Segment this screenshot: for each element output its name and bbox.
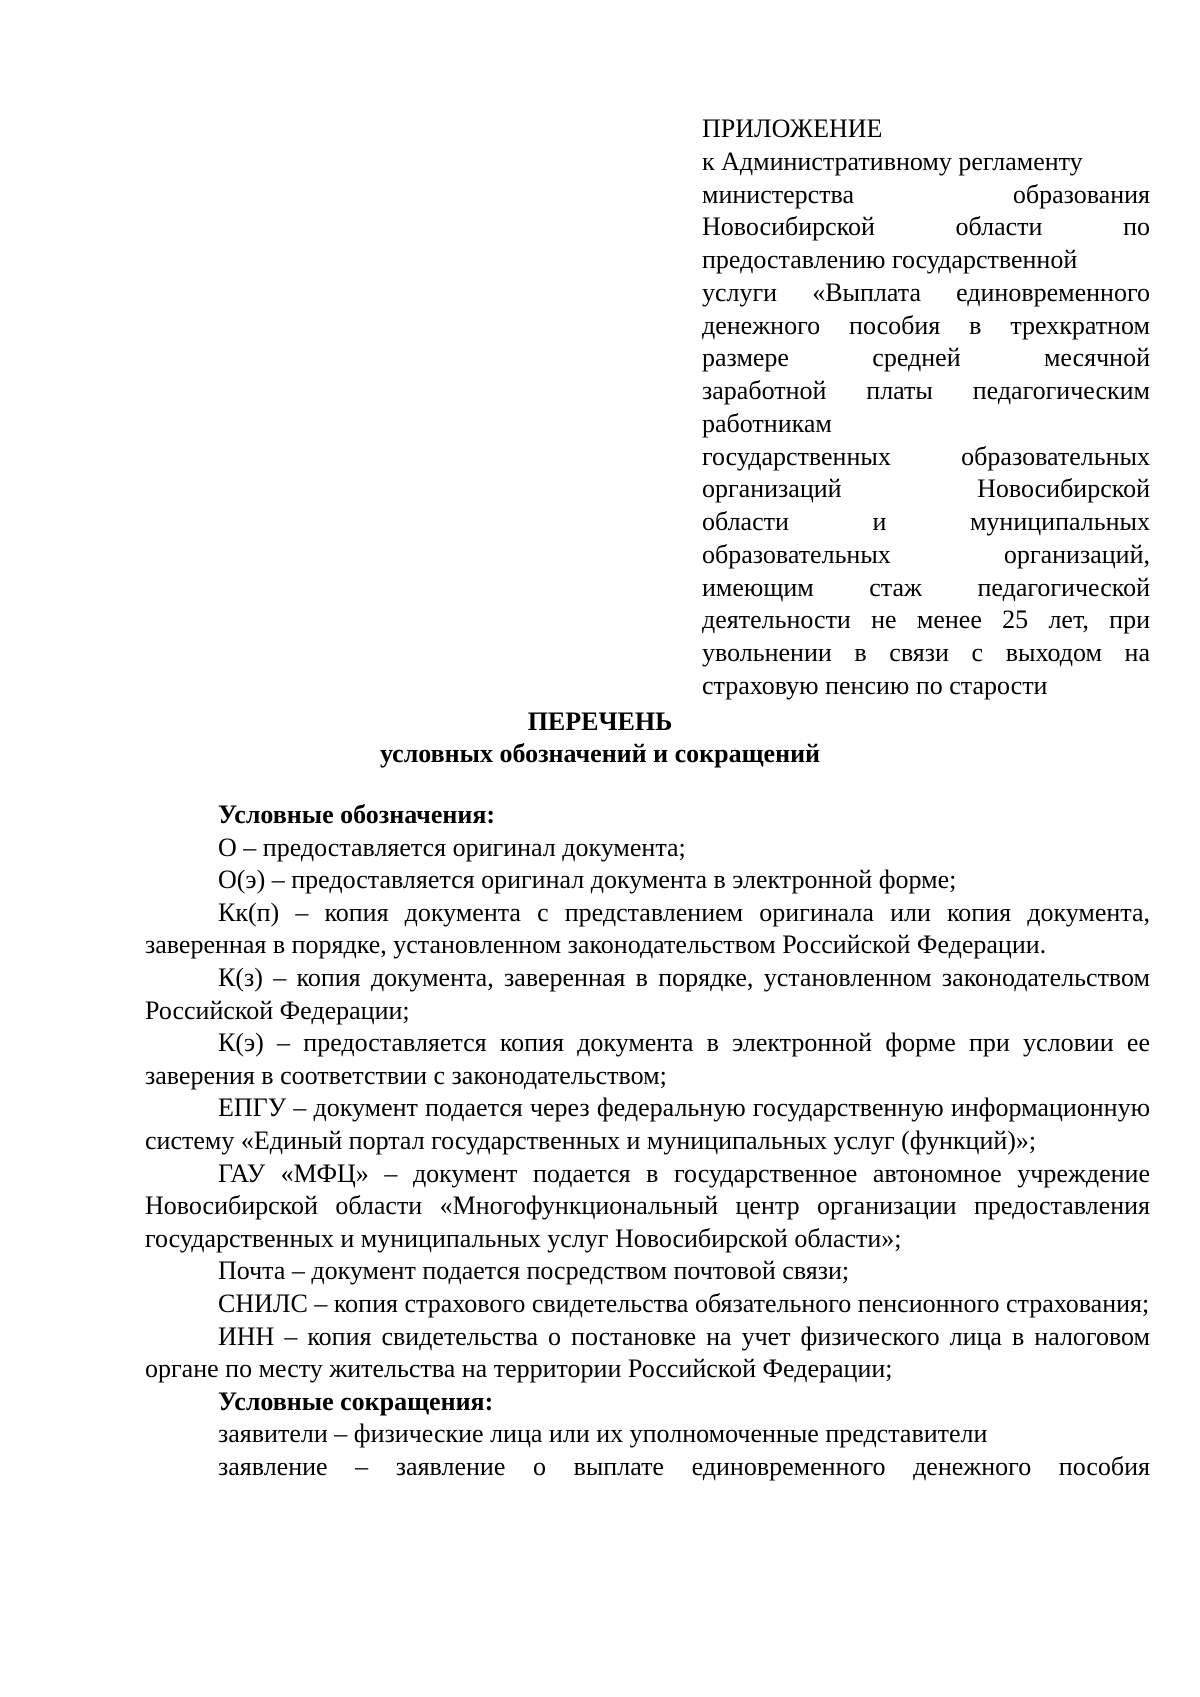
designation-item: О(э) – предоставляется оригинал документа в электронной форме; [218, 865, 957, 895]
appendix-block [702, 113, 1150, 703]
designation-item: К(э) – предоставляется копия документа в электронной форме при условии ее заверения в соответствии с законодательством; [145, 1028, 1150, 1090]
designations-header: Условные обозначения: [218, 800, 496, 829]
document-subtitle: условных обозначений и сокращений [379, 739, 821, 768]
appendix-line: услуги «Выплата единовременного [702, 277, 1150, 307]
appendix-line: деятельности не менее 25 лет, при [702, 605, 1150, 635]
document-body [145, 799, 1150, 1483]
appendix-line: образовательных организаций, [702, 539, 1150, 569]
appendix-line: предоставлению государственной [702, 245, 1078, 274]
appendix-line: увольнении в связи с выходом на [702, 638, 1150, 667]
appendix-line: размере средней месячной [702, 343, 1150, 373]
abbreviation-item: заявление – заявление о выплате единовременного денежного пособия [218, 1451, 1150, 1481]
appendix-line: к Административному регламенту [702, 146, 1083, 176]
designation-item: ГАУ «МФЦ» – документ подается в государственное автономное учреждение Новосибирской области «Многофункциональный центр организации предоставления государственных и муниципальных услуг Новосибирской области»; [145, 1158, 1150, 1253]
appendix-line: Новосибирской области по [702, 212, 1150, 242]
appendix-line: страховую пенсию по старости [702, 670, 1048, 700]
appendix-line: организаций Новосибирской [702, 474, 1150, 504]
appendix-line: заработной платы педагогическим [702, 376, 1150, 405]
designation-item: ИНН – копия свидетельства о постановке на учет физического лица в налоговом органе по месту жительства на территории Российской Федерации; [145, 1321, 1150, 1384]
appendix-line: имеющим стаж педагогической [702, 572, 1150, 602]
appendix-line: работникам [702, 408, 832, 438]
appendix-line: государственных образовательных [702, 441, 1150, 471]
designation-item: Почта – документ подается посредством почтовой связи; [218, 1256, 850, 1286]
document-title: ПЕРЕЧЕНЬ [527, 707, 673, 736]
designation-item: ЕПГУ – документ подается через федеральную государственную информационную систему «Единый портал государственных и муниципальных услуг (функций)»; [145, 1093, 1150, 1155]
designation-item: О – предоставляется оригинал документа; [218, 832, 686, 862]
designation-item: Кк(п) – копия документа с представлением оригинала или копия документа, заверенная в порядке, установленном законодательством Российской Федерации. [145, 897, 1150, 960]
abbreviation-item: заявители – физические лица или их уполномоченные представители [218, 1419, 988, 1449]
appendix-title: ПРИЛОЖЕНИЕ [702, 114, 883, 143]
appendix-line: денежного пособия в трехкратном [702, 310, 1150, 340]
designation-item: СНИЛС – копия страхового свидетельства обязательного пенсионного страхования; [218, 1288, 1150, 1318]
appendix-line: министерства образования [702, 179, 1150, 209]
abbreviations-header: Условные сокращения: [218, 1386, 494, 1416]
appendix-line: области и муниципальных [702, 507, 1150, 536]
designation-item: К(з) – копия документа, заверенная в порядке, установленном законодательством Российской Федерации; [145, 962, 1150, 1025]
